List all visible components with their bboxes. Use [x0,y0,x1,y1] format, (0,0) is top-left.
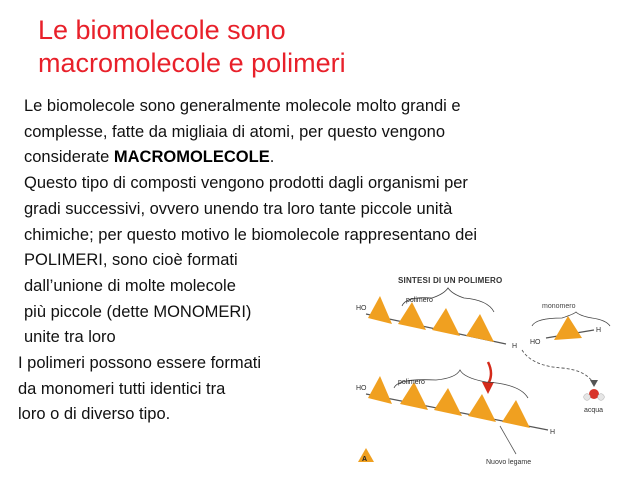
reaction-arrow-head [482,382,494,394]
body-line-9: più piccole (dette MONOMERI) [24,302,252,321]
nuovo-legame-pointer [500,426,516,454]
body-line-8: dall’unione di molte molecole [24,276,236,295]
monomer-triangle [554,316,582,340]
body-line-13: loro o di diverso tipo. [18,405,171,424]
reaction-arrow-curve [488,362,491,384]
figure-title: SINTESI DI UN POLIMERO [398,276,503,285]
water-hydrogen-1 [584,394,591,401]
body-line-6: chimiche; per questo motivo le biomolecole rappresentano dei [24,225,478,244]
bottom-polimero-label: polimero [398,379,425,386]
title-line-1: Le biomolecole sono [38,15,286,45]
bottom-monomer-4 [468,394,496,422]
monomer-ho-label: HO [530,339,541,346]
title-line-2: macromolecole e polimeri [38,48,346,78]
bottom-monomer-2 [400,382,428,410]
bottom-monomer-5 [502,400,530,428]
bottom-monomer-3 [434,388,462,416]
bottom-chain [356,370,555,436]
slide-title [38,14,598,80]
body-line-11: I polimeri possono essere formati [18,354,262,373]
body-line-12: da monomeri tutti identici tra [18,379,226,398]
bottom-ho-label: HO [356,385,367,392]
panel-letter-a: A [362,456,368,463]
body-line-10: unite tra loro [24,328,116,347]
body-line-1: Le biomolecole sono generalmente molecole molto grandi e [24,97,461,115]
water-molecule [584,389,605,414]
top-monomer-1 [368,296,392,324]
free-monomer [530,303,610,346]
water-hydrogen-2 [598,394,605,401]
acqua-label: acqua [584,407,604,414]
body-line-7: POLIMERI, sono cioè formati [24,251,238,270]
body-line-3-prefix: considerate [24,148,114,167]
bottom-h-label: H [550,429,556,436]
top-h-label: H [512,343,518,350]
bottom-monomer-1 [368,376,392,404]
water-dashed-path [522,350,594,384]
top-monomer-3 [432,308,460,336]
top-ho-label: HO [356,305,367,312]
water-arrowhead [590,380,598,387]
body-line-3 [24,145,624,171]
top-monomer-4 [466,314,494,342]
polymer-synthesis-figure [336,266,626,476]
body-line-5: gradi successivi, ovvero unendo tra loro tante piccole unità [24,199,453,218]
body-line-3-suffix: . [269,148,275,167]
top-chain [356,288,517,350]
body-line-4: Questo tipo di composti vengono prodotti dagli organismi per [24,174,468,193]
monomero-label: monomero [542,303,576,310]
top-polimero-label: polimero [406,297,433,304]
nuovo-legame-label: Nuovo legame [486,459,532,466]
body-line-2: complesse, fatte da migliaia di atomi, per questo vengono [24,122,445,141]
macromolecole-term: MACROMOLECOLE [113,148,270,167]
top-monomer-2 [398,302,426,330]
polymer-diagram [336,266,626,476]
monomer-h-label: H [596,327,602,334]
